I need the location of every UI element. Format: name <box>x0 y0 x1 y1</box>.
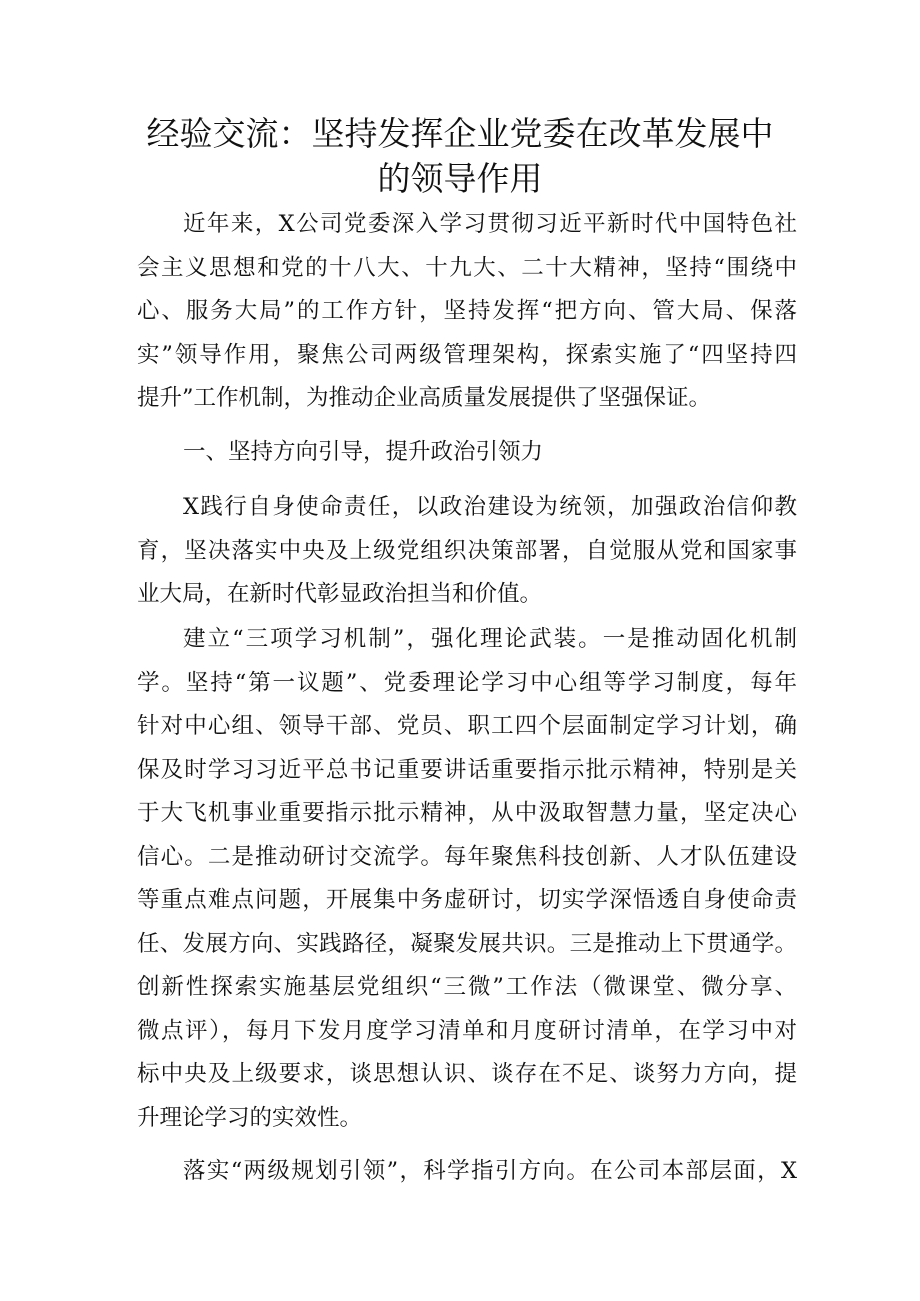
paragraph-line: 落实“两级规划引领”，科学指引方向。在公司本部层面，X <box>183 1158 797 1184</box>
paragraph-line: 提升”工作机制，为推动企业高质量发展提供了坚强保证。 <box>137 385 712 411</box>
paragraph-political <box>137 486 797 617</box>
paragraph-line: 近年来，X公司党委深入学习贯彻习近平新时代中国特色社 <box>183 211 797 237</box>
paragraph-line: 创新性探索实施基层党组织“三微”工作法（微课堂、微分享、 <box>137 974 797 1000</box>
paragraph-line: 微点评），每月下发月度学习清单和月度研讨清单，在学习中对 <box>137 1017 797 1044</box>
paragraph-line: 保及时学习习近平总书记重要讲话重要指示批示精神，特别是关 <box>137 756 797 783</box>
paragraph-line: 实”领导作用，聚焦公司两级管理架构，探索实施了“四坚持四 <box>137 341 797 368</box>
paragraph-line: 等重点难点问题，开展集中务虚研讨，切实学深悟透自身使命责 <box>137 887 797 913</box>
document-title-line-2: 的领导作用 <box>377 159 543 198</box>
paragraph-line: 升理论学习的实效性。 <box>137 1104 363 1131</box>
paragraph-line: 业大局，在新时代彰显政治担当和价值。 <box>137 581 543 607</box>
paragraph-intro <box>137 203 797 421</box>
paragraph-line: 针对中心组、领导干部、党员、职工四个层面制定学习计划，确 <box>137 713 797 739</box>
paragraph-study-mechanism <box>137 618 797 1140</box>
paragraph-planning <box>137 1150 797 1194</box>
paragraph-line: 任、发展方向、实践路径，凝聚发展共识。三是推动上下贯通学。 <box>137 930 797 957</box>
paragraph-line: 会主义思想和党的十八大、十九大、二十大精神，坚持“围绕中 <box>137 254 797 281</box>
paragraph-line: 标中央及上级要求，谈思想认识、谈存在不足、谈努力方向，提 <box>137 1061 797 1087</box>
paragraph-line: X践行自身使命责任，以政治建设为统领，加强政治信仰教 <box>183 494 797 520</box>
section-heading-text: 一、坚持方向引导，提升政治引领力 <box>183 439 544 465</box>
document-title-line-1: 经验交流：坚持发挥企业党委在改革发展中 <box>146 114 774 153</box>
paragraph-line: 信心。二是推动研讨交流学。每年聚焦科技创新、人才队伍建设 <box>137 843 797 870</box>
paragraph-line: 建立“三项学习机制”，强化理论武装。一是推动固化机制 <box>183 626 797 652</box>
section-heading-1 <box>137 431 797 475</box>
paragraph-line: 心、服务大局”的工作方针，坚持发挥“把方向、管大局、保落 <box>137 298 797 324</box>
paragraph-line: 学。坚持“第一议题”、党委理论学习中心组等学习制度，每年 <box>137 669 797 696</box>
paragraph-line: 育，坚决落实中央及上级党组织决策部署，自觉服从党和国家事 <box>137 537 797 564</box>
paragraph-line: 于大飞机事业重要指示批示精神，从中汲取智慧力量，坚定决心 <box>137 800 797 826</box>
